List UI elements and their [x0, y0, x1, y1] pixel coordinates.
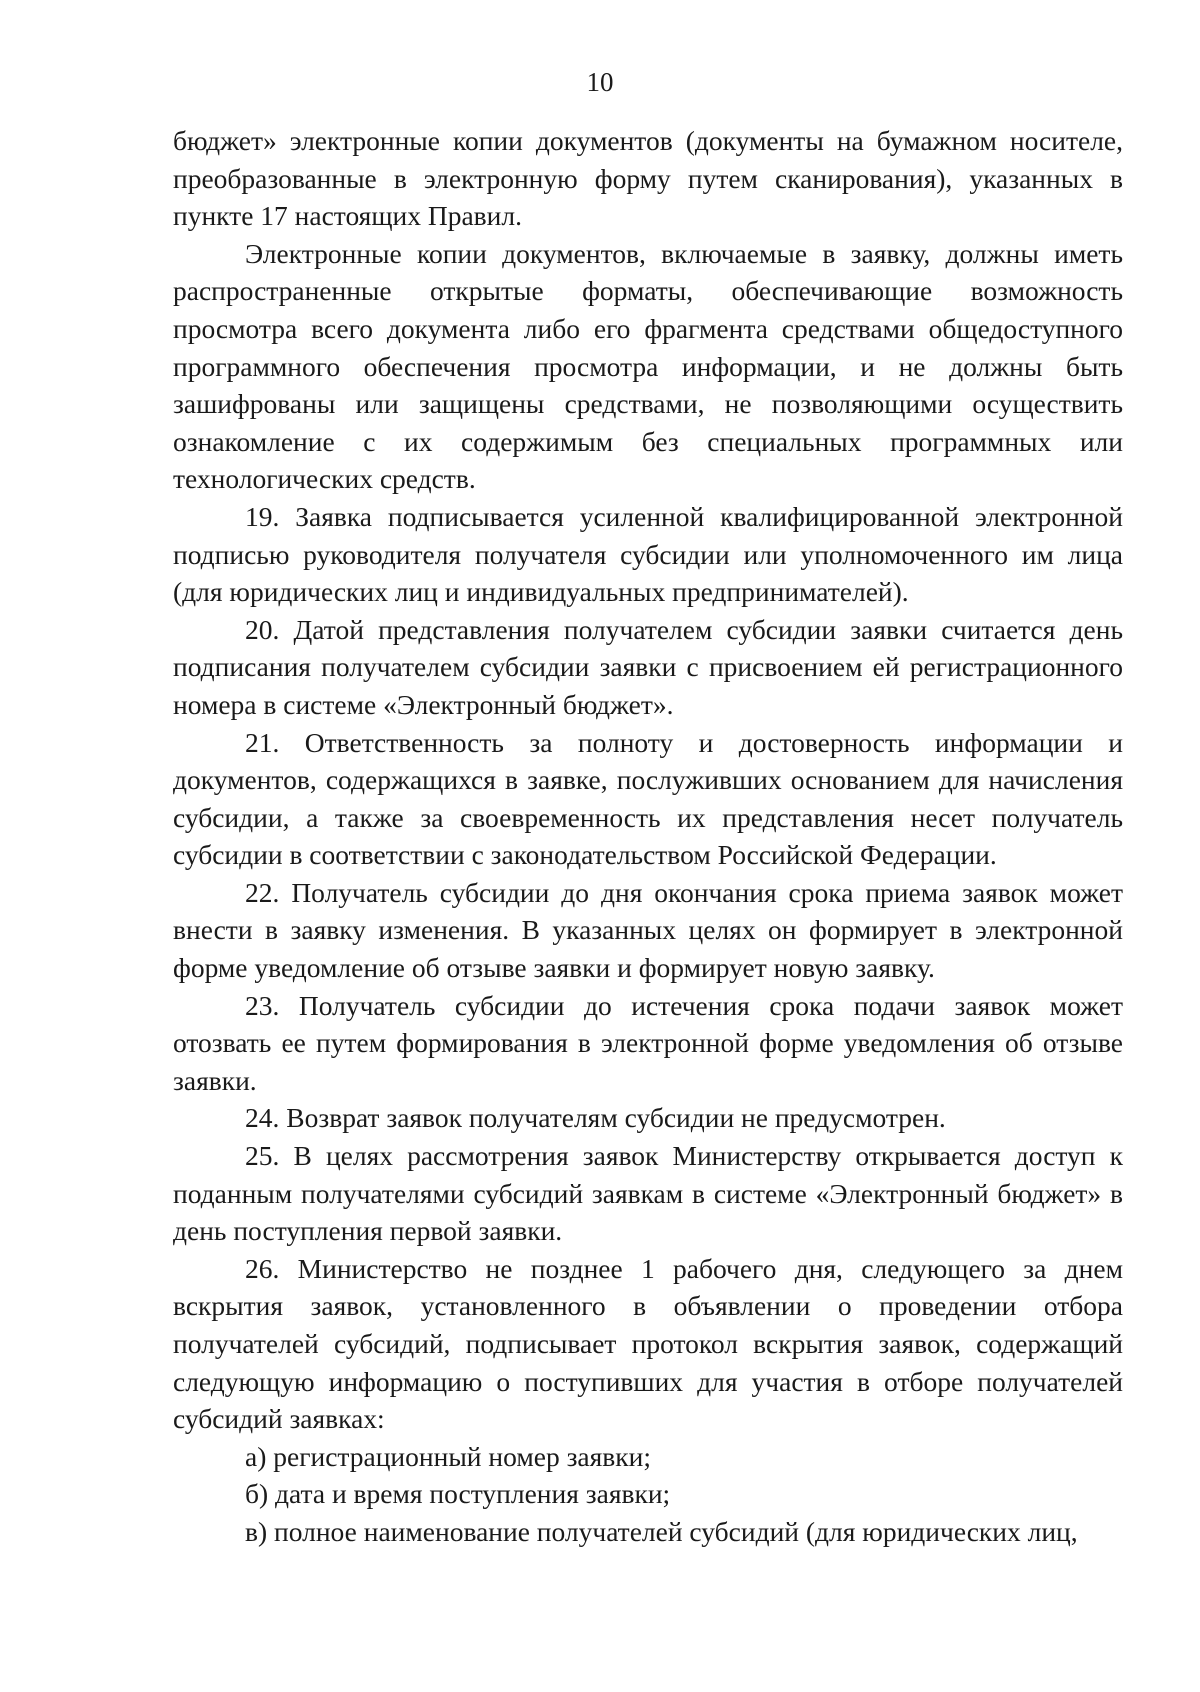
list-item-a: а) регистрационный номер заявки; — [245, 1440, 651, 1472]
paragraph-23: 23. Получатель субсидии до истечения срока подачи заявок может отозвать ее путем формирования в электронной форме уведомления об отзыве заявки. — [173, 989, 1123, 1096]
paragraph-26: 26. Министерство не позднее 1 рабочего дня, следующего за днем вскрытия заявок, установленного в объявлении о проведении отбора получателей субсидий, подписывает протокол вскрытия заявок, содержащий следующую информацию о поступивших для участия в отборе получателей субсидий заявках: — [173, 1252, 1123, 1435]
paragraph-continuation: бюджет» электронные копии документов (документы на бумажном носителе, преобразованные в электронную форму путем сканирования), указанных в пункте 17 настоящих Правил. — [173, 125, 1123, 232]
list-item-v: в) полное наименование получателей субсидий (для юридических лиц, — [245, 1515, 1078, 1547]
document-body — [173, 122, 1123, 1551]
paragraph-electronic-copies: Электронные копии документов, включаемые в заявку, должны иметь распространенные открытые форматы, обеспечивающие возможность просмотра всего документа либо его фрагмента средствами общедоступного программного обеспечения просмотра информации, и не должны быть зашифрованы или защищены средствами, не позволяющими осуществить ознакомление с их содержимым без специальных программных или технологических средств. — [173, 237, 1123, 495]
list-item-b: б) дата и время поступления заявки; — [245, 1478, 671, 1510]
paragraph-24: 24. Возврат заявок получателям субсидии не предусмотрен. — [245, 1102, 946, 1134]
paragraph-22: 22. Получатель субсидии до дня окончания срока приема заявок может внести в заявку изменения. В указанных целях он формирует в электронной форме уведомление об отзыве заявки и формирует новую заявку. — [173, 876, 1123, 984]
paragraph-20: 20. Датой представления получателем субсидии заявки считается день подписания получателем субсидии заявки с присвоением ей регистрационного номера в системе «Электронный бюджет». — [173, 613, 1123, 720]
page-number: 10 — [586, 67, 614, 97]
paragraph-25: 25. В целях рассмотрения заявок Министерству открывается доступ к поданным получателями субсидий заявкам в системе «Электронный бюджет» в день поступления первой заявки. — [173, 1140, 1123, 1247]
paragraph-21: 21. Ответственность за полноту и достоверность информации и документов, содержащихся в заявке, послуживших основанием для начисления субсидии, а также за своевременность их представления несет получатель субсидии в соответствии с законодательством Российской Федерации. — [173, 726, 1123, 871]
paragraph-19: 19. Заявка подписывается усиленной квалифицированной электронной подписью руководителя получателя субсидии или уполномоченного им лица (для юридических лиц и индивидуальных предпринимателей). — [173, 500, 1123, 608]
